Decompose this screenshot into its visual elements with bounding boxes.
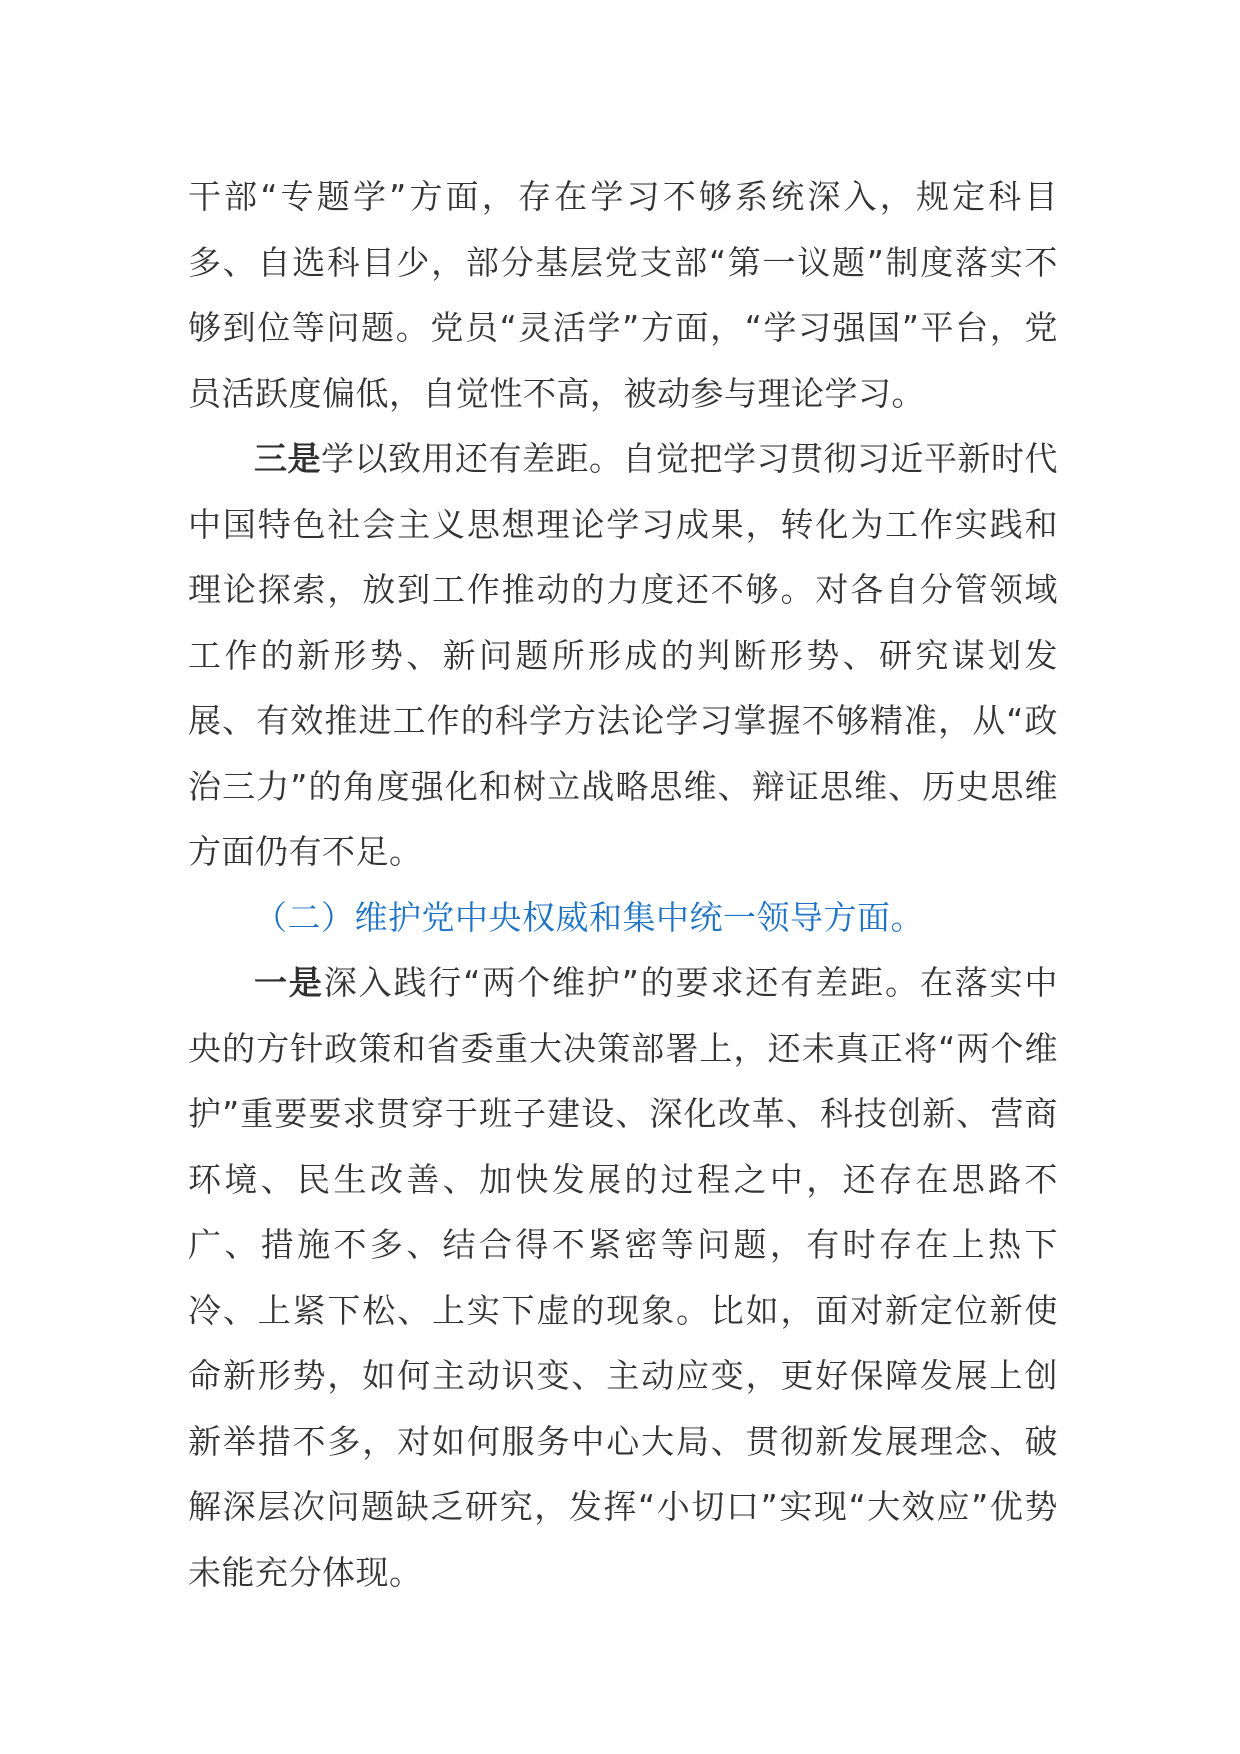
point-lead-label: 三是 (254, 439, 321, 478)
section-heading (188, 885, 1058, 951)
section-heading-text: （二）维护党中央权威和集中统一领导方面。 (254, 897, 924, 937)
paragraph-point-one (188, 950, 1058, 1605)
document-body (188, 164, 1058, 1605)
paragraph-text: 干部“专题学”方面，存在学习不够系统深入，规定科目多、自选科目少，部分基层党支部“第一议题”制度落实不够到位等问题。党员“灵活学”方面，“学习强国”平台，党员活跃度偏低，自觉性不高，被动参与理论学习。 (188, 177, 1058, 413)
paragraph-text: 深入践行“两个维护”的要求还有差距。在落实中央的方针政策和省委重大决策部署上，还未真正将“两个维护”重要要求贯穿于班子建设、深化改革、科技创新、营商环境、民生改善、加快发展的过程之中，还存在思路不广、措施不多、结合得不紧密等问题，有时存在上热下冷、上紧下松、上实下虚的现象。比如，面对新定位新使命新形势，如何主动识变、主动应变，更好保障发展上创新举措不多，对如何服务中心大局、贯彻新发展理念、破解深层次问题缺乏研究，发挥“小切口”实现“大效应”优势未能充分体现。 (188, 963, 1058, 1592)
paragraph-point-three (188, 426, 1058, 885)
paragraph-text: 学以致用还有差距。自觉把学习贯彻习近平新时代中国特色社会主义思想理论学习成果，转化为工作实践和理论探索，放到工作推动的力度还不够。对各自分管领域工作的新形势、新问题所形成的判断形势、研究谋划发展、有效推进工作的科学方法论学习掌握不够精准，从“政治三力”的角度强化和树立战略思维、辩证思维、历史思维方面仍有不足。 (188, 439, 1058, 871)
paragraph-continuation (188, 164, 1058, 426)
point-lead-label: 一是 (254, 963, 324, 1002)
